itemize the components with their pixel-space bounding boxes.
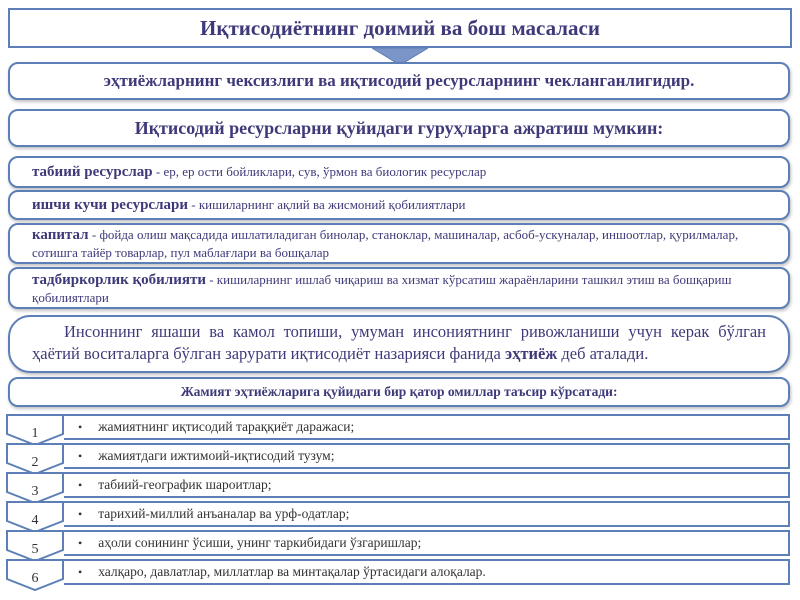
factor-text: жамиятдаги ижтимоий-иқтисодий тузум; [98, 448, 335, 463]
resource-term: тадбиркорлик қобилияти [32, 271, 206, 288]
factor-item [64, 443, 790, 469]
factor-chevron [6, 414, 64, 446]
factor-number: 3 [31, 484, 39, 499]
resource-desc: - кишиларнинг ақлий ва жисмоний қобилиятлари [187, 197, 466, 212]
factor-text: аҳоли сонининг ўсиши, унинг таркибидаги ўзгаришлар; [98, 535, 422, 550]
paragraph-text: Инсоннинг яшаши ва камол топиши, умуман инсониятнинг ривожланиши учун керак бўлган ҳаётий воситаларга бўлган зарурати иқтисодиёт назарияси фанида [32, 322, 766, 363]
bullet-icon: • [78, 419, 83, 434]
factor-text: табиий-географик шароитлар; [98, 477, 272, 492]
paragraph-text-end: деб аталади. [557, 344, 649, 363]
resource-natural [8, 156, 790, 188]
bullet-icon: • [78, 477, 83, 492]
factors-heading: Жамият эҳтиёжларига қуйидаги бир қатор омиллар таъсир кўрсатади: [8, 377, 790, 407]
bullet-icon: • [78, 506, 83, 521]
factor-text: халқаро, давлатлар, миллатлар ва минтақалар ўртасидаги алоқалар. [98, 564, 486, 579]
resource-entrepreneurship [8, 267, 790, 309]
resource-term: ишчи кучи ресурслари [32, 197, 188, 213]
factor-number: 4 [31, 513, 39, 528]
resource-desc: - фойда олиш мақсадида ишлатиладиган бинолар, станоклар, машиналар, асбоб-ускуналар, иншоотлар, қурилмалар, сотишга тайёр товарлар, пул маблағлари ва бошқалар [32, 227, 739, 260]
factor-item [64, 501, 790, 527]
factor-item [64, 530, 790, 556]
factor-chevron [6, 501, 64, 533]
resource-desc: - ер, ер ости бойликлари, сув, ўрмон ва биологик ресурслар [152, 164, 487, 179]
factor-item [64, 414, 790, 440]
resource-term: табиий ресурслар [32, 164, 153, 180]
paragraph-term: эҳтиёж [504, 344, 558, 363]
factor-number: 5 [31, 542, 39, 557]
factor-text: тарихий-миллий анъаналар ва урф-одатлар; [98, 506, 350, 521]
factor-item [64, 472, 790, 498]
factor-chevron [6, 559, 64, 591]
resource-capital [8, 223, 790, 264]
factor-chevron [6, 530, 64, 562]
bullet-icon: • [78, 448, 83, 463]
main-statement: эҳтиёжларнинг чексизлиги ва иқтисодий ресурсларнинг чекланганлигидир. [8, 62, 790, 100]
factor-number: 2 [31, 455, 39, 470]
factor-number: 1 [31, 426, 39, 441]
resources-heading: Иқтисодий ресурсларни қуйидаги гуруҳларга ажратиш мумкин: [8, 109, 790, 147]
definition-paragraph [8, 315, 790, 373]
resource-labor [8, 190, 790, 220]
page-title: Иқтисодиётнинг доимий ва бош масаласи [8, 8, 792, 48]
resource-desc: - кишиларнинг ишлаб чиқариш ва хизмат кўрсатиш жараёнларини ташкил этиш ва бошқариш қобилиятлари [32, 271, 732, 305]
resource-term: капитал [32, 227, 89, 243]
factor-chevron [6, 472, 64, 504]
factor-text: жамиятнинг иқтисодий тараққиёт даражаси; [98, 419, 355, 434]
factor-number: 6 [31, 571, 39, 586]
factor-chevron [6, 443, 64, 475]
bullet-icon: • [78, 564, 83, 579]
factor-item [64, 559, 790, 585]
bullet-icon: • [78, 535, 83, 550]
